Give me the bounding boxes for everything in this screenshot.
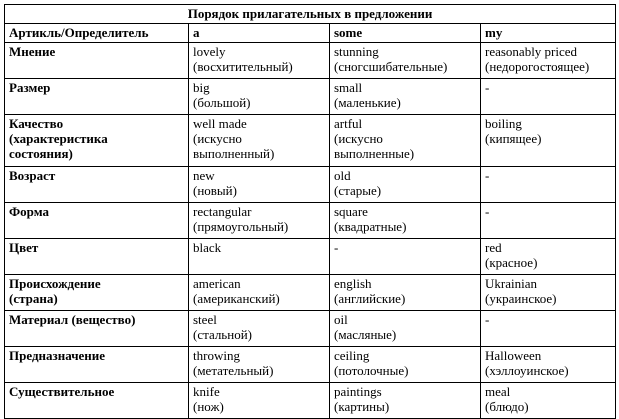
cell-text-line: boiling xyxy=(485,116,522,131)
cell-text-line: new xyxy=(193,168,215,183)
cell-text-line: Размер xyxy=(9,80,51,95)
cell-a xyxy=(189,383,330,419)
cell-text-line: (картины) xyxy=(334,399,390,414)
cell-text-line: paintings xyxy=(334,384,382,399)
cell-a xyxy=(189,43,330,79)
cell-text-line: (новый) xyxy=(193,183,237,198)
row-label xyxy=(5,203,189,239)
cell-text-line: - xyxy=(485,80,490,95)
cell-some xyxy=(330,203,481,239)
cell-a xyxy=(189,115,330,167)
table-row xyxy=(5,239,616,275)
row-label xyxy=(5,239,189,275)
cell-text-line: black xyxy=(193,240,222,255)
cell-my xyxy=(481,239,616,275)
row-label xyxy=(5,275,189,311)
cell-text-line: ceiling xyxy=(334,348,370,363)
row-label xyxy=(5,311,189,347)
table-row xyxy=(5,383,616,419)
cell-text-line: old xyxy=(334,168,351,183)
cell-text-line: (сногсшибательные) xyxy=(334,59,448,74)
cell-some xyxy=(330,167,481,203)
cell-text-line: Ukrainian xyxy=(485,276,537,291)
cell-some xyxy=(330,383,481,419)
table-title: Порядок прилагательных в предложении xyxy=(5,5,616,24)
cell-some xyxy=(330,43,481,79)
cell-text-line: throwing xyxy=(193,348,240,363)
cell-my xyxy=(481,203,616,239)
cell-a xyxy=(189,79,330,115)
cell-text-line: (восхитительный) xyxy=(193,59,293,74)
cell-text-line: english xyxy=(334,276,372,291)
cell-text-line: (старые) xyxy=(334,183,382,198)
cell-some xyxy=(330,79,481,115)
cell-my xyxy=(481,275,616,311)
cell-text-line: Происхождение xyxy=(9,276,101,291)
cell-my xyxy=(481,311,616,347)
cell-text-line: (американский) xyxy=(193,291,280,306)
table-row xyxy=(5,203,616,239)
cell-my xyxy=(481,115,616,167)
cell-text-line: (украинское) xyxy=(485,291,557,306)
cell-text-line: Качество xyxy=(9,116,64,131)
cell-some xyxy=(330,311,481,347)
cell-text-line: (блюдо) xyxy=(485,399,529,414)
cell-text-line: Форма xyxy=(9,204,49,219)
column-header-my: my xyxy=(481,24,616,43)
cell-my xyxy=(481,79,616,115)
cell-text-line: - xyxy=(485,168,490,183)
row-label xyxy=(5,167,189,203)
cell-text-line: stunning xyxy=(334,44,379,59)
cell-text-line: Halloween xyxy=(485,348,542,363)
cell-text-line: Мнение xyxy=(9,44,56,59)
cell-some xyxy=(330,275,481,311)
table-row xyxy=(5,43,616,79)
table-row xyxy=(5,167,616,203)
cell-text-line: (недорогостоящее) xyxy=(485,59,590,74)
table-row xyxy=(5,115,616,167)
cell-my xyxy=(481,347,616,383)
cell-my xyxy=(481,167,616,203)
cell-text-line: (метательный) xyxy=(193,363,274,378)
cell-text-line: lovely xyxy=(193,44,226,59)
cell-text-line: small xyxy=(334,80,363,95)
cell-a xyxy=(189,203,330,239)
adjective-order-table-container xyxy=(4,4,615,419)
cell-text-line: (кипящее) xyxy=(485,131,542,146)
cell-text-line: - xyxy=(334,240,339,255)
cell-my xyxy=(481,383,616,419)
row-label xyxy=(5,383,189,419)
cell-text-line: (большой) xyxy=(193,95,251,110)
column-header-determiner: Артикль/Определитель xyxy=(5,24,189,43)
cell-a xyxy=(189,275,330,311)
cell-a xyxy=(189,239,330,275)
cell-text-line: - xyxy=(485,312,490,327)
cell-text-line: (искусно xyxy=(193,131,242,146)
cell-a xyxy=(189,311,330,347)
cell-text-line: Существительное xyxy=(9,384,115,399)
cell-text-line: reasonably priced xyxy=(485,44,578,59)
cell-text-line: (квадратные) xyxy=(334,219,407,234)
cell-text-line: (стальной) xyxy=(193,327,252,342)
cell-text-line: (искусно xyxy=(334,131,383,146)
cell-text-line: (прямоугольный) xyxy=(193,219,289,234)
cell-text-line: Цвет xyxy=(9,240,39,255)
cell-text-line: (хэллоуинское) xyxy=(485,363,569,378)
cell-text-line: american xyxy=(193,276,241,291)
cell-text-line: artful xyxy=(334,116,363,131)
cell-text-line: rectangular xyxy=(193,204,252,219)
cell-text-line: (потолочные) xyxy=(334,363,409,378)
cell-text-line: meal xyxy=(485,384,511,399)
table-row xyxy=(5,347,616,383)
table-row xyxy=(5,311,616,347)
cell-text-line: состояния) xyxy=(9,146,73,161)
row-label xyxy=(5,347,189,383)
column-header-some: some xyxy=(330,24,481,43)
row-label xyxy=(5,43,189,79)
cell-text-line: square xyxy=(334,204,368,219)
cell-text-line: (характеристика xyxy=(9,131,108,146)
table-row xyxy=(5,275,616,311)
cell-text-line: oil xyxy=(334,312,348,327)
cell-text-line: Возраст xyxy=(9,168,56,183)
cell-text-line: big xyxy=(193,80,210,95)
column-header-a: a xyxy=(189,24,330,43)
table-row xyxy=(5,79,616,115)
row-label xyxy=(5,115,189,167)
cell-text-line: - xyxy=(485,204,490,219)
cell-text-line: выполненный) xyxy=(193,146,275,161)
cell-a xyxy=(189,347,330,383)
cell-text-line: (маленькие) xyxy=(334,95,401,110)
cell-text-line: knife xyxy=(193,384,220,399)
cell-text-line: red xyxy=(485,240,502,255)
cell-text-line: (страна) xyxy=(9,291,58,306)
cell-text-line: (нож) xyxy=(193,399,224,414)
cell-text-line: (масляные) xyxy=(334,327,397,342)
cell-text-line: Материал (вещество) xyxy=(9,312,136,327)
cell-text-line: Предназначение xyxy=(9,348,106,363)
cell-text-line: (красное) xyxy=(485,255,538,270)
cell-a xyxy=(189,167,330,203)
row-label xyxy=(5,79,189,115)
cell-text-line: выполненные) xyxy=(334,146,415,161)
cell-text-line: (английские) xyxy=(334,291,406,306)
adjective-order-table xyxy=(4,4,616,419)
cell-my xyxy=(481,43,616,79)
cell-some xyxy=(330,239,481,275)
cell-some xyxy=(330,347,481,383)
cell-text-line: well made xyxy=(193,116,247,131)
cell-some xyxy=(330,115,481,167)
cell-text-line: steel xyxy=(193,312,217,327)
